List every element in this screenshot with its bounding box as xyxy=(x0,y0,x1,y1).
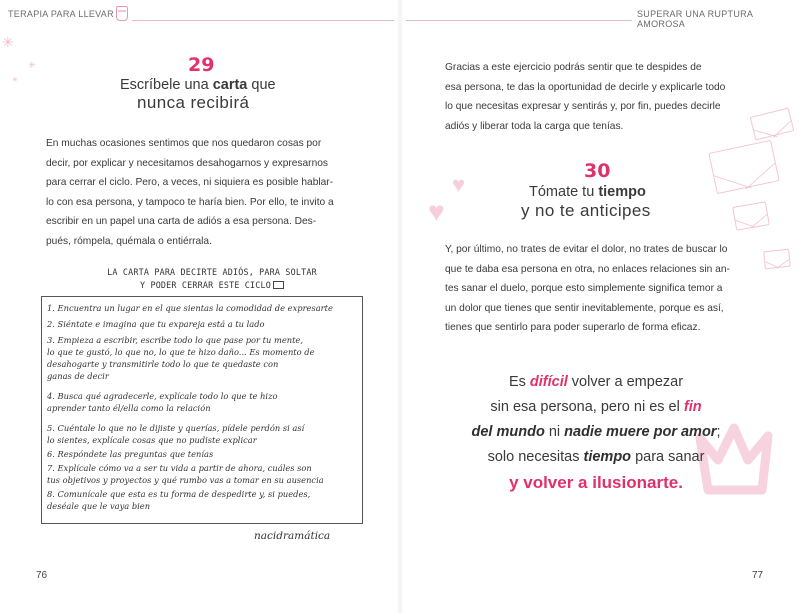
left-body-text: En muchas ocasiones sentimos que nos quedaron cosas por decir, por explicar y necesitamos desahogarnos y expresarnos para cerrar el ciclo. Pero, a veces, ni siquiera es posible hablar- lo con esa persona, y tampoco te haría bien. Por ello, te invito a escribir en un papel una carta de adiós a esa persona. Des- pués, rómpela, quémala o entiérrala. xyxy=(46,138,334,247)
letter-line: deséale que le vaya bien xyxy=(47,501,151,511)
sparkle-icon: ✳ xyxy=(28,60,36,70)
envelope-icon xyxy=(732,201,770,231)
running-header-left: TERAPIA PARA LLEVAR xyxy=(8,9,114,19)
letter-box xyxy=(41,296,363,524)
letter-line: 3. Empieza a escribir, escribe todo lo que pase por tu mente, xyxy=(47,335,303,345)
author-signature: nacidramática xyxy=(254,530,331,542)
sparkle-icon: ✳ xyxy=(12,77,18,84)
exercise-title-line1: Tómate tu tiempo xyxy=(529,184,646,200)
letter-line: 2. Siéntate e imagina que tu expareja está a tu lado xyxy=(47,319,265,329)
letter-line: ganas de decir xyxy=(47,371,109,381)
letter-line: 4. Busca qué agradecerle, explícale todo lo que te hizo xyxy=(47,391,278,401)
exercise-number: 30 xyxy=(584,160,611,182)
highlight-quote: Es difícil volver a empezar sin esa persona, pero ni es el fin del mundo ni nadie muere por amor; solo necesitas tiempo para sanar y volver a ilusionarte. xyxy=(471,374,721,492)
heart-icon: ♥ xyxy=(452,172,466,197)
sparkle-icon: ✳ xyxy=(2,34,14,50)
letter-line: 5. Cuéntale lo que no le dijiste y querías, pídele perdón si así xyxy=(47,423,305,433)
running-header-right: SUPERAR UNA RUPTURA AMOROSA xyxy=(637,9,753,29)
letter-line: lo sientes, explícale cosas que no pudiste explicar xyxy=(47,435,257,445)
page-number-left: 76 xyxy=(36,570,48,581)
envelope-icon xyxy=(763,249,791,270)
envelope-icon xyxy=(273,281,284,289)
letter-line: desahogarte y transmitirle todo lo que te quedaste con xyxy=(47,359,279,369)
right-intro-text: Gracias a este ejercicio podrás sentir que te despides de esa persona, te das la oportunidad de decirle y explicarle todo lo que necesitas expresar y sentirás y, por fin, puedes decirle adiós y liberar toda la carga que tenías. xyxy=(445,62,726,132)
exercise-title-line2: nunca recibirá xyxy=(137,93,250,112)
letter-line: 7. Explícale cómo va a ser tu vida a partir de ahora, cuáles son xyxy=(47,463,312,473)
page-gutter xyxy=(397,0,403,613)
letter-line: 8. Comunícale que esta es tu forma de despedirte y, si puedes, xyxy=(47,489,311,499)
letter-caption: LA CARTA PARA DECIRTE ADIÓS, PARA SOLTAR Y PODER CERRAR ESTE CICLO xyxy=(107,267,317,290)
right-body-text: Y, por último, no trates de evitar el dolor, no trates de buscar lo que te daba esa persona en otra, no enlaces relaciones sin an- tes sanar el duelo, porque esto simplemente significa temor a un dolor que tienes que sentir inevitablemente, porque es así, tienes que sentirlo para poder superarlo de forma eficaz. xyxy=(445,244,730,334)
exercise-number: 29 xyxy=(188,54,215,76)
exercise-title-line1: Escríbele una carta que xyxy=(120,77,276,93)
page-number-right: 77 xyxy=(752,570,764,581)
cup-icon xyxy=(116,6,128,21)
letter-line: lo que te gustó, lo que no, lo que te hizo daño... Es momento de xyxy=(47,347,315,357)
heart-icon: ♥ xyxy=(428,196,445,227)
letter-line: 1. Encuentra un lugar en el que sientas la comodidad de expresarte xyxy=(47,303,333,313)
header-rule-left xyxy=(132,20,394,21)
exercise-title-line2: y no te anticipes xyxy=(521,201,651,220)
letter-line: tus objetivos y proyectos y qué rumbo vas a tomar en su ausencia xyxy=(47,475,324,485)
letter-line: 6. Respóndete las preguntas que tenías xyxy=(47,449,214,459)
letter-line: aprender tanto él/ella como la relación xyxy=(47,403,211,413)
header-rule-right xyxy=(406,20,632,21)
envelope-icon xyxy=(708,140,779,194)
